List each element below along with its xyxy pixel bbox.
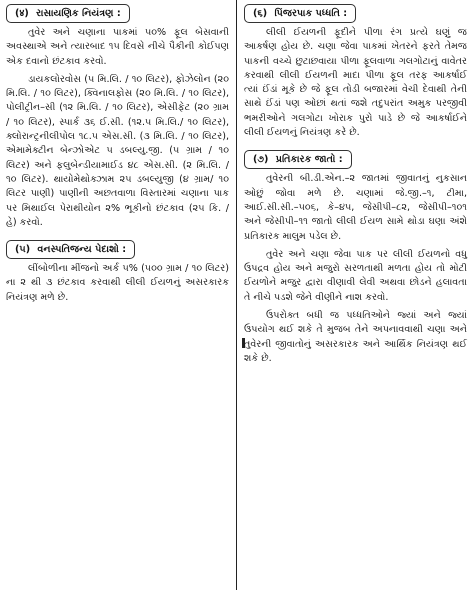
paragraph: લીલી ઈયળની ફૂદીને પીળા રંગ પ્રત્યે ઘણું જ આકર્ષણ હોય છે. ચણા જેવા પાકમાં ખેતરને ફરતે તેમજ પાકની વચ્ચે છુટાછવાયા પીળા ફૂલવાળા ગલગોટાનું વાવેતર કરવાથી લીલી ઈયળની માદા પીળા ફૂલ તરફ આકર્ષાઈ ત્યાં ઈંડાં મૂકે છે જે ફૂલ તોડી બજારમાં વેચી દેવાથી તેની સાથે ઈંડાં પણ ઓછાં થતાં જશે તદુપરાંત અમુક પરજીવી ભમરીઓને ગલગોટા ખોરાક પુરો પાડે છે જે આકર્ષાઈને લીલી ઈયળનું નિયંત્રણ કરે છે. [244,27,467,139]
right-column [244,4,467,586]
section-heading-botanical-products [6,240,135,259]
left-column [6,4,229,586]
section-heading-chemical-control [6,4,130,23]
paragraph: તુવેરની બી.ડી.એન.–૨ જાતમાં જીવાતનું નુકસાન ઓછું જોવા મળે છે. ચણામાં જે.જી.–૧, ટીમા, આઈ.સી.સી.–૫૦૬, કે–૪૫, જેસીપી–૮૨, જેસીપી–૧૦૧ અને જેસીપી–૧૧ જાતો લીલી ઈયળ સામે થોડા ઘણા અંશે પ્રતિકારક માલુમ પડેલ છે. [244,173,467,242]
section-number: (૫) [15,244,31,256]
paragraph: લીંબોળીના મીંજનો અર્ક ૫% (૫૦૦ ગ્રામ / ૧૦ લિટર) ના ૨ થી ૩ છંટકાવ કરવાથી લીલી ઈયળનું અસરકારક નિયંત્રણ મળે છે. [6,263,229,303]
paragraph: તુવેર અને ચણા જેવા પાક પર લીલી ઈયળનો વધુ ઉપદ્રવ હોય અને મજુરો સરળતાથી મળતા હોય તો મોટી ઈયળોને મજુર દ્વારા વીણાવી લેવી અથવા છોડને હલાવતા તે નીચે પડશે જેને વીણીને નાશ કરવો. [244,248,467,303]
section-title: વનસ્પતિજન્ય પેદાશો : [37,244,127,256]
section-number: (૭) [253,154,269,166]
section-title: રાસાયણિક નિયંત્રણ : [36,8,121,19]
section-heading-resistant-varieties [244,150,352,169]
section-title: પિંજરપાક પધ્ધતિ : [274,8,348,19]
column-divider [236,0,237,590]
paragraph: ડાયકલોરવોસ (૫ મિ.લિ. / ૧૦ લિટર), ફોઝેલોન (૨૦ મિ.લિ. / ૧૦ લિટર), ક્વિનાલફોસ (૨૦ મિ.લિ. / ૧૦ લિટર), પોલીટ્રીન–સી (૧૨ મિ.લિ. / ૧૦ લિટર), એસીફેટ (૨૦ ગ્રામ / ૧૦ લિટર), સ્પાર્ક ૩૬ ઈ.સી. (૧૨.૫ મિ.લિ./ ૧૦ લિટર), ક્લોરાન્ટ્રનીલીપોલ ૧૮.૫ એસ.સી. (૩ મિ.લિ. / ૧૦ લિટર), એમામેક્ટીન બેન્ઝોએટ ૫ ડબલ્યુ.જી. (૫ ગ્રામ / ૧૦ લિટર) અને ફલુબેન્ડીયામાઈડ ૪૮ એસ.સી. (૨ મિ.લિ. / ૧૦ લિટર). થાયોમેથોક્ઝામ ૨૫ ડબલ્યુજી (૪ ગ્રામ/ ૧૦ લિટર પાણી) પાણીની અછતવાળા વિસ્તારમાં ચણાના પાક પર મિથાઈલ પેરાથીયોન ૨% ભૂકીનો છંટકાવ (૨૫ કિ. / હે) કરવો. [6,73,229,228]
section-title: પ્રતિકારક જાતો : [275,154,343,166]
section-number: (४) [15,8,29,19]
paragraph: ઉપરોક્ત બધી જ પધ્ધતિઓને જ્યાં અને જ્યાં ઉપયોગ થઈ શકે તે મુજબ તેને અપનાવવાથી ચણા અને તુવેરની જીવાતોનું અસરકારક અને આર્થિક નિયંત્રણ થઈ શકે છે. [244,310,467,364]
section-number: (૬) [253,8,268,19]
paragraph: તુવેર અને ચણાના પાકમાં ૫૦% ફૂલ બેસવાની અવસ્થાએ અને ત્યારબાદ ૧૫ દિવસે નીચે પૈકીની કોઈપણ એક દવાનો છંટકાવ કરવો. [6,27,229,67]
section-heading-trap-crop-method [244,4,356,23]
